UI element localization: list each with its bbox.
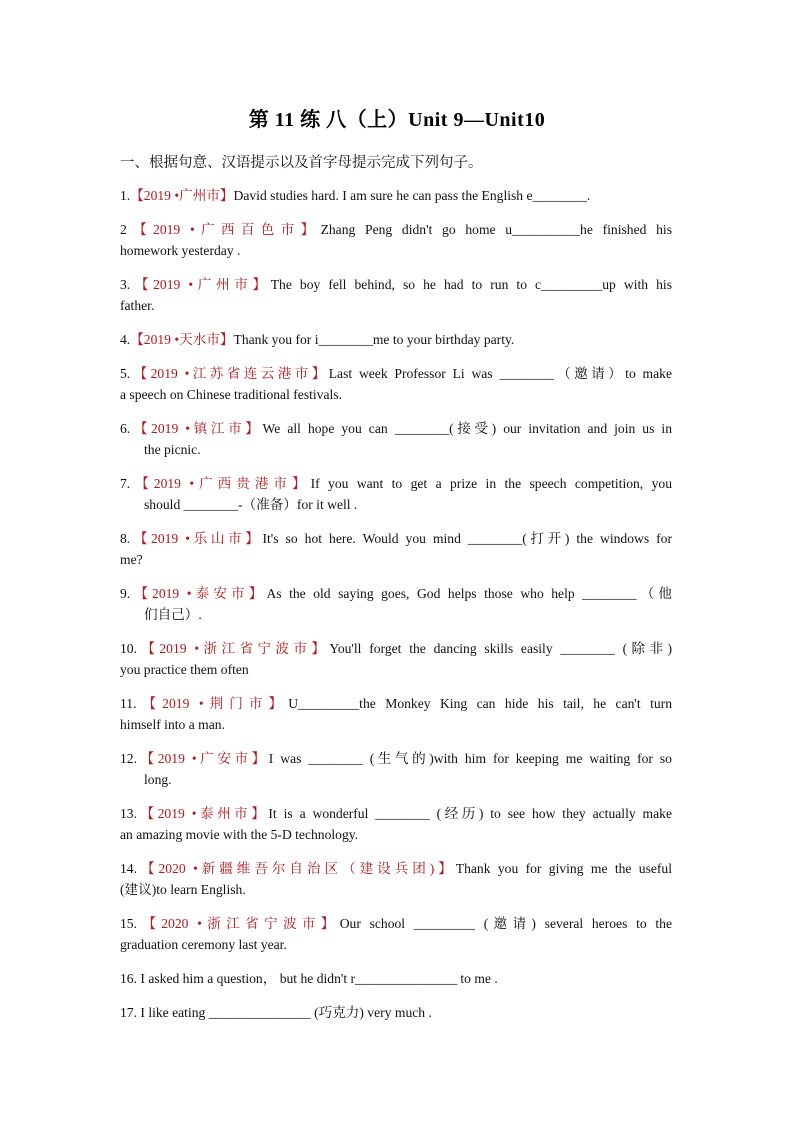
- question-source: 【2019 •泰安市】: [130, 586, 267, 601]
- question-5: [120, 363, 672, 405]
- question-text: I asked him a question， but he didn't r_______________ to me .: [140, 971, 498, 986]
- question-source: 【2019 •广西百色市】: [126, 222, 321, 237]
- question-text: As the old saying goes, God helps those who help ________（他: [266, 586, 672, 601]
- question-6: [120, 418, 672, 460]
- question-17: [120, 1002, 672, 1023]
- question-text-continued: an amazing movie with the 5-D technology.: [120, 827, 359, 842]
- question-text: You'll forget the dancing skills easily ________ (除非): [329, 641, 672, 656]
- question-number: 12.: [120, 751, 137, 766]
- question-15: [120, 913, 672, 955]
- question-10: [120, 638, 672, 680]
- question-14: [120, 858, 672, 900]
- question-source: 【2019 •泰州市】: [137, 806, 269, 821]
- question-number: 7.: [120, 476, 131, 491]
- question-source: 【2019 •江苏省连云港市】: [130, 366, 329, 381]
- section-instruction: 一、根据句意、汉语提示以及首字母提示完成下列句子。: [120, 155, 483, 171]
- question-source: 【2019 •广安市】: [137, 751, 269, 766]
- question-number: 16.: [120, 971, 137, 986]
- question-number: 13.: [120, 806, 137, 821]
- question-text: If you want to get a prize in the speech competition, you: [310, 476, 672, 491]
- question-text-continued: long.: [144, 772, 172, 787]
- question-text-continued: a speech on Chinese traditional festivals.: [120, 387, 342, 402]
- question-text: It's so hot here. Would you mind ________(打开) the windows for: [262, 531, 672, 546]
- question-source: 【2019 •镇江市】: [130, 421, 263, 436]
- question-source: 【2019 •广州市】: [130, 277, 271, 292]
- question-number: 6.: [120, 421, 131, 436]
- question-text-continued: graduation ceremony last year.: [120, 937, 287, 952]
- question-source: 【2019 •广西贵港市】: [130, 476, 311, 491]
- question-9: [120, 583, 672, 625]
- question-number: 8.: [120, 531, 131, 546]
- question-text: Thank you for giving me the useful: [455, 861, 672, 876]
- question-text: We all hope you can ________(接受) our invitation and join us in: [262, 421, 672, 436]
- question-13: [120, 803, 672, 845]
- question-1: [120, 185, 672, 206]
- question-number: 17.: [120, 1005, 137, 1020]
- question-text: Zhang Peng didn't go home u__________he finished his: [320, 222, 672, 237]
- question-text: I like eating _______________ (巧克力) very much .: [140, 1005, 432, 1020]
- question-source: 【2019 •广州市】: [130, 188, 234, 203]
- question-11: [120, 693, 672, 735]
- question-number: 3.: [120, 277, 131, 292]
- question-2: [120, 219, 672, 261]
- question-number: 2: [120, 222, 127, 237]
- question-text-continued: you practice them often: [120, 662, 249, 677]
- question-number: 5.: [120, 366, 131, 381]
- question-text: The boy fell behind, so he had to run to c_________up with his: [270, 277, 672, 292]
- question-3: [120, 274, 672, 316]
- question-text-continued: the picnic.: [144, 442, 201, 457]
- question-12: [120, 748, 672, 790]
- question-source: 【2020 •浙江省宁波市】: [137, 916, 340, 931]
- question-number: 14.: [120, 861, 137, 876]
- question-text-continued: should ________-（准备）for it well .: [144, 497, 358, 512]
- question-number: 1.: [120, 188, 131, 203]
- question-text-continued: father.: [120, 298, 155, 313]
- question-number: 11.: [120, 696, 137, 711]
- question-source: 【2019 •乐山市】: [130, 531, 263, 546]
- question-source: 【2019 •天水市】: [130, 332, 234, 347]
- question-text-continued: homework yesterday .: [120, 243, 241, 258]
- page-title: 第 11 练 八（上）Unit 9—Unit10: [248, 109, 546, 131]
- question-text: It is a wonderful ________ (经历) to see how they actually make: [268, 806, 672, 821]
- question-number: 15.: [120, 916, 137, 931]
- question-text-continued: himself into a man.: [120, 717, 225, 732]
- question-text: Our school _________ (邀请) several heroes to the: [339, 916, 672, 931]
- question-7: [120, 473, 672, 515]
- question-text-continued: me?: [120, 552, 143, 567]
- question-8: [120, 528, 672, 570]
- question-text-continued: (建议)to learn English.: [120, 882, 246, 897]
- question-text: David studies hard. I am sure he can pass the English e________.: [233, 188, 591, 203]
- question-text: Thank you for i________me to your birthday party.: [233, 332, 515, 347]
- question-text: Last week Professor Li was ________（邀请）to make: [328, 366, 672, 381]
- question-number: 9.: [120, 586, 131, 601]
- question-source: 【2020 •新疆维吾尔自治区（建设兵团)】: [137, 861, 456, 876]
- question-text: U_________the Monkey King can hide his tail, he can't turn: [288, 696, 672, 711]
- question-source: 【2019 •浙江省宁波市】: [137, 641, 330, 656]
- question-source: 【2019 •荆门市】: [136, 696, 289, 711]
- question-4: [120, 329, 672, 350]
- question-number: 10.: [120, 641, 137, 656]
- question-number: 4.: [120, 332, 131, 347]
- question-16: [120, 968, 672, 989]
- question-text-continued: 们自己）.: [144, 607, 202, 622]
- question-text: I was ________ (生气的)with him for keeping me waiting for so: [268, 751, 672, 766]
